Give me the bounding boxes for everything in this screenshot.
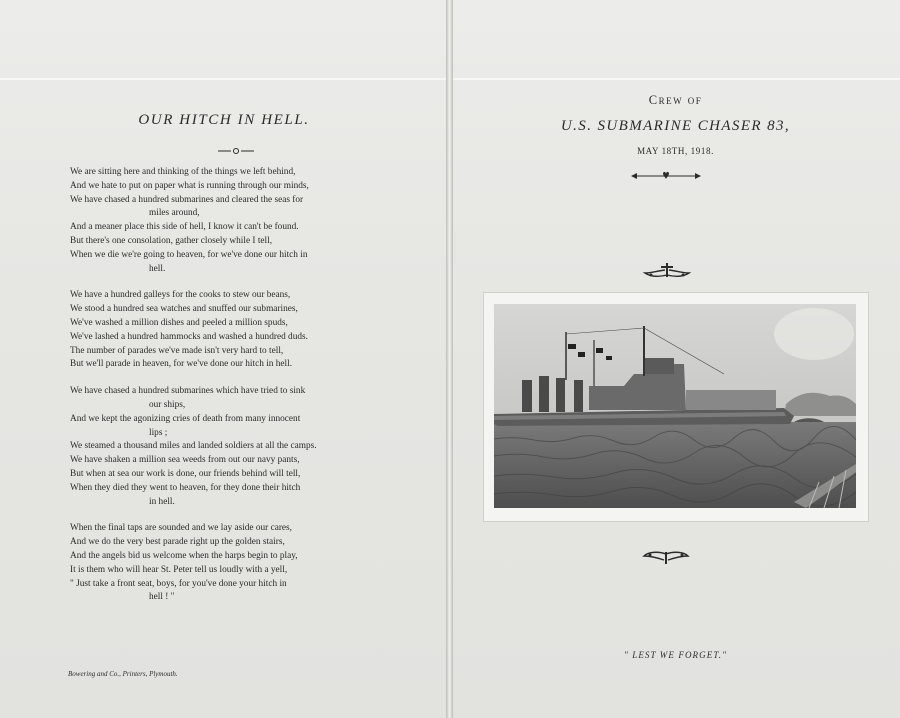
poem-line: We have chased a hundred submarines and cleared the seas for bbox=[70, 194, 304, 205]
divider-ornament-icon bbox=[216, 146, 256, 156]
poem-line: hell. bbox=[149, 263, 166, 274]
poem-line: our ships, bbox=[149, 399, 186, 410]
poem-line: The number of parades we've made isn't very hard to tell, bbox=[70, 345, 284, 356]
poem-line: We have a hundred galleys for the cooks to stew our beans, bbox=[70, 290, 291, 301]
poem-line: We have chased a hundred submarines which have tried to sink bbox=[70, 386, 306, 397]
poem-stanza bbox=[70, 522, 410, 605]
poem-title: OUR HITCH IN HELL. bbox=[138, 112, 310, 128]
arrow-ornament-icon bbox=[631, 170, 701, 182]
poem-line: It is them who will hear St. Peter tell us loudly with a yell, bbox=[70, 564, 288, 575]
poem-line: When they died they went to heaven, for they done their hitch bbox=[70, 482, 301, 493]
poem-line: But there's one consolation, gather closely while I tell, bbox=[70, 235, 273, 246]
poem-line: lips ; bbox=[149, 427, 168, 438]
poem-line: When we die we're going to heaven, for we've done our hitch in bbox=[70, 249, 308, 260]
flourish-ornament-icon bbox=[643, 261, 691, 279]
poem-line: But we'll parade in heaven, for we've done our hitch in hell. bbox=[70, 359, 293, 370]
program-date: MAY 18TH, 1918. bbox=[637, 146, 714, 156]
poem-line: And we kept the agonizing cries of death from many innocent bbox=[70, 413, 301, 424]
poem-line: But when at sea our work is done, our friends behind will tell, bbox=[70, 468, 301, 479]
motto: " LEST WE FORGET." bbox=[623, 650, 728, 660]
poem-line: And we hate to put on paper what is running through our minds, bbox=[70, 180, 309, 191]
poem-stanza bbox=[70, 289, 410, 372]
poem-line: hell ! " bbox=[149, 592, 175, 603]
poem-line: miles around, bbox=[149, 208, 200, 219]
poem-line: When the final taps are sounded and we lay aside our cares, bbox=[70, 523, 293, 534]
poem-stanza bbox=[70, 166, 410, 276]
fold-crease bbox=[0, 78, 448, 80]
poem-stanza bbox=[70, 385, 410, 509]
poem-body bbox=[70, 166, 410, 618]
poem-line: in hell. bbox=[149, 496, 175, 507]
poem-line: " Just take a front seat, boys, for you've done your hitch in bbox=[70, 578, 287, 589]
poem-line: We steamed a thousand miles and landed soldiers at all the camps. bbox=[70, 441, 317, 452]
poem-line: We are sitting here and thinking of the things we left behind, bbox=[70, 167, 296, 177]
poem-line: We stood a hundred sea watches and snuffed our submarines, bbox=[70, 304, 298, 315]
poem-line: We've lashed a hundred hammocks and washed a hundred duds. bbox=[70, 331, 308, 342]
poem-line: We have shaken a million sea weeds from out our navy pants, bbox=[70, 455, 300, 466]
poem-line: We've washed a million dishes and peeled a million spuds, bbox=[70, 317, 288, 328]
poem-line: And the angels bid us welcome when the harps begin to play, bbox=[70, 550, 298, 561]
poem-line: And a meaner place this side of hell, I know it can't be found. bbox=[70, 222, 299, 233]
poem-line: And we do the very best parade right up the golden stairs, bbox=[70, 537, 285, 548]
warship-photograph bbox=[494, 304, 856, 508]
ship-name: U.S. SUBMARINE CHASER 83, bbox=[560, 118, 791, 134]
fold-crease bbox=[452, 78, 900, 80]
crew-heading: Crew of bbox=[648, 93, 703, 107]
printer-credit: Bowering and Co., Printers, Plymouth. bbox=[68, 670, 178, 678]
flourish-ornament-icon bbox=[642, 550, 690, 566]
